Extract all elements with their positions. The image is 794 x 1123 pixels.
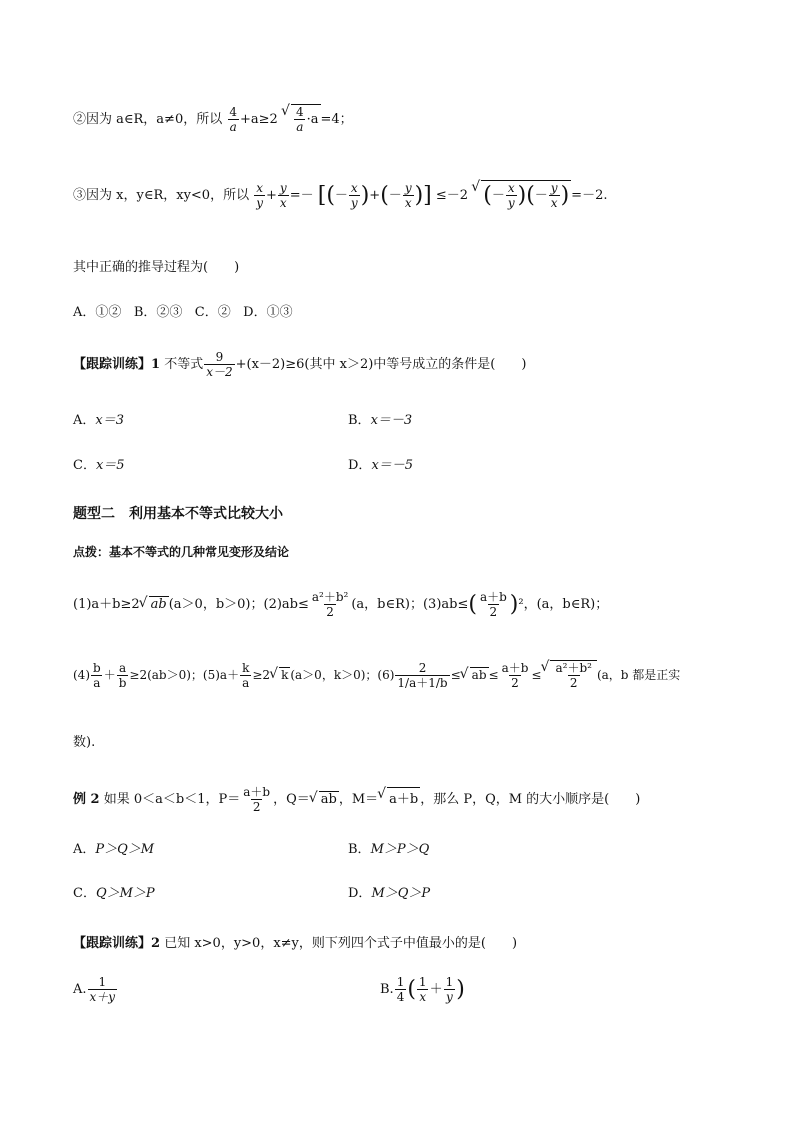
section-title: 题型二 利用基本不等式比较大小 — [73, 506, 283, 522]
option-a: A．P＞Q＞M — [73, 842, 155, 857]
option-d: D．M＞Q＞P — [348, 886, 431, 901]
item-3: ③因为 x，y∈R，xy<0，所以 $\frac{x}{y}$ + $\frac{y}{x}$ =－ [(－ $\frac{x}{y}$ )+(－ $\frac{y}{x}$ )] ≤－2 √ (－ $\frac{x}{y}$ )(－ $\frac{y}{x}$ ) =－2. — [73, 180, 607, 210]
option-b: B．M＞P＞Q — [348, 842, 430, 857]
radical: √ $\frac{4}{a}$ ·a — [291, 104, 321, 134]
example-2: 例 2 如果 0＜a＜b＜1，P＝ $\frac{a+b}{2}$ ，Q＝√ ab ，M＝√ a＋b ，那么 P，Q，M 的大小顺序是( ) — [73, 785, 640, 814]
option-b: B. $\frac{1}{4}$ ( $\frac{1}{x}$ ＋ $\frac{1}{y}$ ) — [380, 975, 465, 1004]
option-a: A．x＝3 — [73, 413, 124, 428]
option-d: D．x＝－5 — [348, 458, 414, 473]
options-1: A．①② B．②③ C．② D．①③ — [73, 305, 293, 320]
formula-1: (1)a＋b≥2√ ab (a＞0，b＞0)；(2)ab≤ $\frac{\text{a²＋b²}}{2}$ (a，b∈R)；(3)ab≤( $\frac{a+b}{2}$ )²，(a，b∈R)； — [73, 590, 608, 619]
option-a: A. $\frac{1}{x+y}$ — [73, 975, 116, 1004]
option-b: B．x＝－3 — [348, 413, 413, 428]
item-2: ②因为 a∈R，a≠0，所以 $\frac{4}{a}$ +a≥2 √ $\frac{4}{a}$ ·a =4； — [73, 104, 353, 134]
formula-2: (4) $\frac{b}{a}$ ＋ $\frac{a}{b}$ ≥2(ab＞0)；(5)a＋ $\frac{k}{a}$ ≥2√ k (a＞0，k＞0)；(6) $\frac{2}{1/a+1/b}$ ≤√ ab ≤ $\frac{a+b}{2}$ ≤ √ $\frac{\text{a²＋b²}}{2}$ (a，b 都是正实 — [73, 660, 680, 690]
option-c: C．Q＞M＞P — [73, 886, 155, 901]
formula-2-cont: 数). — [73, 735, 96, 750]
tip: 点拨：基本不等式的几种常见变形及结论 — [73, 545, 290, 559]
track-1: 【跟踪训练】1 不等式 $\frac{9}{x-2}$ +(x－2)≥6(其中 x＞2)中等号成立的条件是( ) — [73, 350, 527, 379]
item-2-number: ② — [73, 112, 87, 127]
option-c: C．x＝5 — [73, 458, 125, 473]
fraction: $\frac{4}{a}$ — [229, 105, 238, 134]
track-2: 【跟踪训练】2 已知 x>0，y>0，x≠y，则下列四个式子中值最小的是( ) — [73, 936, 518, 951]
question-1: 其中正确的推导过程为( ) — [73, 260, 240, 275]
